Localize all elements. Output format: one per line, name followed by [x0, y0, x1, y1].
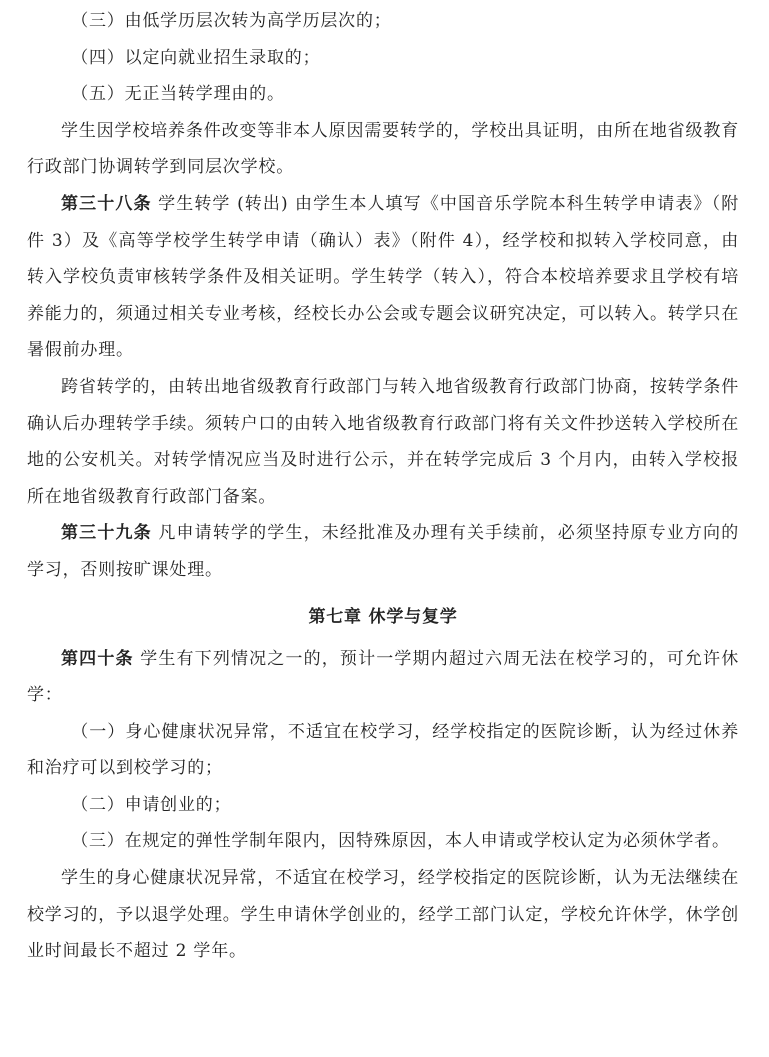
- article-38: [27, 186, 739, 369]
- article-38-label: 第三十八条: [61, 193, 152, 214]
- article-39: [27, 515, 739, 588]
- article-39-label: 第三十九条: [61, 523, 152, 544]
- item-low-to-high-level: （三）由低学历层次转为高学历层次的；: [71, 11, 392, 31]
- item-health-abnormal: （一）身心健康状况异常，不适宜在校学习，经学校指定的医院诊断，认为经过休养和治疗可以到校学习的；: [27, 721, 739, 779]
- article-40-label: 第四十条: [61, 648, 134, 669]
- item-special-reason: （三）在规定的弹性学制年限内，因特殊原因，本人申请或学校认定为必须休学者。: [71, 831, 730, 852]
- item-startup: （二）申请创业的；: [71, 794, 232, 815]
- chapter-7-heading: 第七章 休学与复学: [308, 606, 458, 627]
- paragraph-health-withdrawal: 学生的身心健康状况异常，不适宜在校学习，经学校指定的医院诊断，认为无法继续在校学习的，予以退学处理。学生申请休学创业的，经学工部门认定，学校允许休学，休学创业时间最长不超过 2 学年。: [27, 868, 739, 962]
- article-39-text: 凡申请转学的学生，未经批准及办理有关手续前，必须坚持原专业方向的学习，否则按旷课处理。: [27, 523, 740, 580]
- item-no-proper-reason: （五）无正当转学理由的。: [71, 84, 285, 105]
- article-40-text: 学生有下列情况之一的，预计一学期内超过六周无法在校学习的，可允许休学：: [27, 648, 740, 706]
- paragraph-school-condition-change: 学生因学校培养条件改变等非本人原因需要转学的，学校出具证明，由所在地省级教育行政部门协调转学到同层次学校。: [27, 120, 739, 178]
- paragraph-cross-province-transfer: 跨省转学的，由转出地省级教育行政部门与转入地省级教育行政部门协商，按转学条件确认后办理转学手续。须转户口的由转入地省级教育行政部门将有关文件抄送转入学校所在地的公安机关。对转学情况应当及时进行公示，并在转学完成后 3 个月内，由转入学校报所在地省级教育行政部门备案。: [27, 376, 739, 507]
- article-40: [27, 641, 739, 714]
- item-directed-employment: （四）以定向就业招生录取的；: [71, 47, 321, 68]
- article-38-text: 学生转学 (转出) 由学生本人填写《中国音乐学院本科生转学申请表》（附件 3）及《高等学校学生转学申请（确认）表》（附件 4），经学校和拟转入学校同意，由转入学校负责审核转学条件及相关证明。学生转学（转入），符合本校培养要求且学校有培养能力的，须通过相关专业考核，经校长办公会或专题会议研究决定，可以转入。转学只在暑假前办理。: [27, 193, 740, 361]
